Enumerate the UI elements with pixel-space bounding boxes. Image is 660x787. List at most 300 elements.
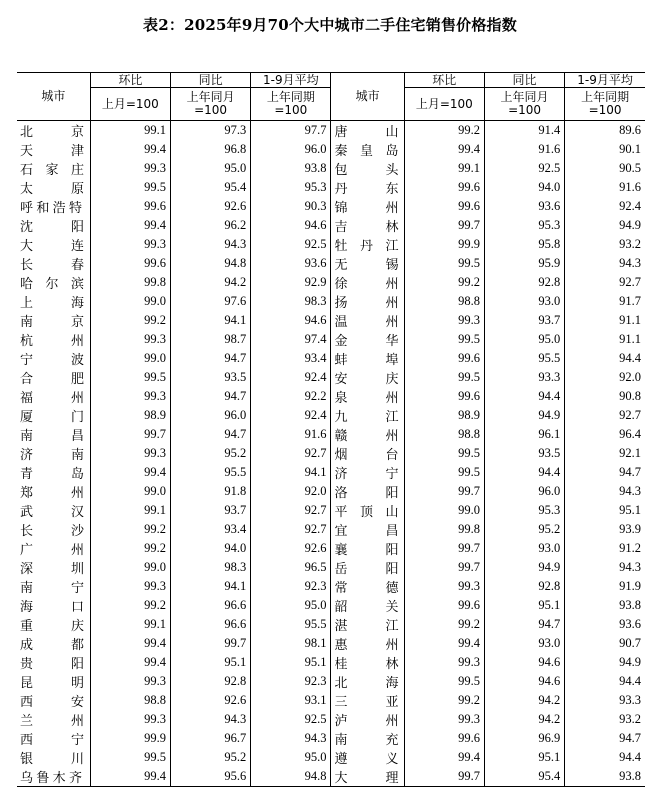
avg-value-right: 94.4	[565, 349, 645, 368]
city-name-text: 兰 州	[20, 714, 84, 729]
yoy-value-left: 94.7	[170, 349, 250, 368]
table-row	[17, 520, 645, 539]
avg-value-left: 94.6	[251, 311, 331, 330]
avg-value-right: 91.6	[565, 178, 645, 197]
yoy-value-left: 96.8	[170, 140, 250, 159]
mom-value-left: 99.5	[90, 368, 170, 387]
mom-value-left: 99.4	[90, 216, 170, 235]
city-name-right	[331, 387, 404, 406]
city-name-text: 遵 义	[334, 752, 399, 767]
yoy-value-left: 93.5	[170, 368, 250, 387]
avg-value-left: 95.3	[251, 178, 331, 197]
city-name-left	[17, 615, 90, 634]
yoy-value-left: 94.2	[170, 273, 250, 292]
city-name-left	[17, 159, 90, 178]
yoy-value-left: 94.7	[170, 425, 250, 444]
avg-value-left: 93.4	[251, 349, 331, 368]
city-name-left	[17, 767, 90, 787]
yoy-value-right: 92.8	[484, 577, 564, 596]
city-name-right	[331, 482, 404, 501]
city-name-right	[331, 273, 404, 292]
avg-value-left: 95.1	[251, 653, 331, 672]
city-name-text: 温 州	[334, 315, 399, 330]
mom-value-right: 99.1	[404, 159, 484, 178]
avg-value-left: 92.7	[251, 501, 331, 520]
city-name-left	[17, 254, 90, 273]
table-row	[17, 387, 645, 406]
city-name-text: 九 江	[334, 410, 399, 425]
mom-value-left: 99.3	[90, 710, 170, 729]
yoy-value-left: 96.0	[170, 406, 250, 425]
city-name-text: 重 庆	[20, 619, 84, 634]
yoy-value-right: 92.8	[484, 273, 564, 292]
city-name-text: 西 宁	[20, 733, 84, 748]
city-name-text: 泸 州	[334, 714, 399, 729]
yoy-value-right: 91.4	[484, 121, 564, 141]
city-name-text: 北 海	[334, 676, 399, 691]
table-row	[17, 121, 645, 141]
header-mom: 环比	[90, 73, 170, 88]
table-row	[17, 577, 645, 596]
city-name-text: 乌 鲁 木 齐	[20, 771, 82, 786]
city-name-text: 青 岛	[20, 467, 84, 482]
city-name-text: 南 充	[334, 733, 399, 748]
mom-value-left: 99.0	[90, 482, 170, 501]
city-name-right	[331, 539, 404, 558]
city-name-right	[331, 140, 404, 159]
mom-value-left: 99.2	[90, 596, 170, 615]
table-row	[17, 159, 645, 178]
yoy-value-left: 98.7	[170, 330, 250, 349]
yoy-value-right: 93.0	[484, 634, 564, 653]
mom-value-right: 99.6	[404, 349, 484, 368]
table-row	[17, 463, 645, 482]
avg-value-left: 92.4	[251, 368, 331, 387]
avg-value-right: 94.3	[565, 558, 645, 577]
mom-value-left: 99.5	[90, 748, 170, 767]
avg-value-left: 95.0	[251, 596, 331, 615]
mom-value-right: 99.6	[404, 387, 484, 406]
table-row	[17, 615, 645, 634]
mom-value-right: 99.3	[404, 710, 484, 729]
city-name-right	[331, 729, 404, 748]
avg-value-left: 94.3	[251, 729, 331, 748]
mom-value-right: 99.9	[404, 235, 484, 254]
city-name-left	[17, 653, 90, 672]
mom-value-right: 99.6	[404, 596, 484, 615]
city-name-text: 南 昌	[20, 429, 84, 444]
yoy-value-left: 95.2	[170, 748, 250, 767]
yoy-value-right: 95.1	[484, 596, 564, 615]
yoy-value-right: 95.3	[484, 216, 564, 235]
table-row	[17, 216, 645, 235]
city-name-left	[17, 235, 90, 254]
mom-value-right: 99.0	[404, 501, 484, 520]
mom-value-right: 99.2	[404, 615, 484, 634]
avg-value-right: 93.2	[565, 235, 645, 254]
city-name-left	[17, 425, 90, 444]
city-name-left	[17, 140, 90, 159]
avg-value-left: 93.1	[251, 691, 331, 710]
mom-value-right: 99.2	[404, 691, 484, 710]
yoy-value-right: 96.1	[484, 425, 564, 444]
yoy-value-left: 95.5	[170, 463, 250, 482]
yoy-value-right: 95.4	[484, 767, 564, 787]
city-name-right	[331, 748, 404, 767]
city-name-left	[17, 634, 90, 653]
mom-value-left: 99.0	[90, 349, 170, 368]
city-name-text: 丹 东	[334, 182, 399, 197]
header-avg-sub: 上年同期=100	[251, 88, 331, 121]
header-avg-sub-right: 上年同期=100	[565, 88, 645, 121]
avg-value-left: 98.1	[251, 634, 331, 653]
avg-value-left: 96.0	[251, 140, 331, 159]
city-name-left	[17, 444, 90, 463]
city-name-right	[331, 292, 404, 311]
city-name-left	[17, 178, 90, 197]
mom-value-left: 99.2	[90, 311, 170, 330]
city-name-right	[331, 558, 404, 577]
header-city-right: 城市	[331, 73, 404, 121]
yoy-value-right: 94.9	[484, 558, 564, 577]
table-row	[17, 634, 645, 653]
city-name-text: 宜 昌	[334, 524, 399, 539]
yoy-value-left: 98.3	[170, 558, 250, 577]
avg-value-right: 93.8	[565, 596, 645, 615]
avg-value-left: 93.8	[251, 159, 331, 178]
avg-value-right: 94.4	[565, 748, 645, 767]
table-row	[17, 501, 645, 520]
mom-value-right: 99.4	[404, 634, 484, 653]
city-name-left	[17, 406, 90, 425]
city-name-text: 南 宁	[20, 581, 84, 596]
city-name-text: 韶 关	[334, 600, 399, 615]
mom-value-left: 99.3	[90, 444, 170, 463]
yoy-value-left: 96.6	[170, 615, 250, 634]
city-name-left	[17, 368, 90, 387]
mom-value-left: 99.4	[90, 463, 170, 482]
yoy-value-right: 95.8	[484, 235, 564, 254]
avg-value-left: 92.5	[251, 235, 331, 254]
city-name-text: 贵 阳	[20, 657, 84, 672]
city-name-left	[17, 577, 90, 596]
city-name-text: 锦 州	[334, 201, 399, 216]
avg-value-right: 94.9	[565, 216, 645, 235]
yoy-value-left: 93.4	[170, 520, 250, 539]
city-name-text: 沈 阳	[20, 220, 84, 235]
avg-value-right: 90.1	[565, 140, 645, 159]
table-row	[17, 653, 645, 672]
yoy-value-right: 95.1	[484, 748, 564, 767]
yoy-value-left: 95.1	[170, 653, 250, 672]
avg-value-left: 95.5	[251, 615, 331, 634]
avg-value-left: 92.3	[251, 672, 331, 691]
yoy-value-right: 95.3	[484, 501, 564, 520]
city-name-left	[17, 387, 90, 406]
city-name-right	[331, 216, 404, 235]
city-name-text: 秦 皇 岛	[334, 144, 399, 159]
yoy-value-right: 93.7	[484, 311, 564, 330]
avg-value-right: 92.4	[565, 197, 645, 216]
avg-value-left: 97.4	[251, 330, 331, 349]
avg-value-right: 94.7	[565, 463, 645, 482]
avg-value-left: 92.4	[251, 406, 331, 425]
avg-value-right: 91.1	[565, 311, 645, 330]
city-name-left	[17, 501, 90, 520]
mom-value-right: 99.3	[404, 311, 484, 330]
city-name-right	[331, 653, 404, 672]
header-yoy-sub-right: 上年同月=100	[484, 88, 564, 121]
header-mom-sub: 上月=100	[90, 88, 170, 121]
yoy-value-right: 94.4	[484, 463, 564, 482]
avg-value-right: 94.7	[565, 729, 645, 748]
city-name-text: 大 理	[334, 771, 399, 786]
city-name-text: 呼 和 浩 特	[20, 201, 82, 216]
header-avg: 1-9月平均	[251, 73, 331, 88]
header-mom-sub-right: 上月=100	[404, 88, 484, 121]
city-name-text: 吉 林	[334, 220, 399, 235]
yoy-value-right: 94.6	[484, 653, 564, 672]
city-name-left	[17, 672, 90, 691]
city-name-text: 扬 州	[334, 296, 399, 311]
yoy-value-left: 95.0	[170, 159, 250, 178]
avg-value-right: 92.1	[565, 444, 645, 463]
city-name-right	[331, 615, 404, 634]
city-name-text: 湛 江	[334, 619, 399, 634]
avg-value-left: 94.8	[251, 767, 331, 787]
table-row	[17, 349, 645, 368]
city-name-text: 深 圳	[20, 562, 84, 577]
city-name-left	[17, 216, 90, 235]
city-name-text: 济 南	[20, 448, 84, 463]
avg-value-left: 92.6	[251, 539, 331, 558]
yoy-value-left: 92.6	[170, 691, 250, 710]
avg-value-right: 91.1	[565, 330, 645, 349]
avg-value-right: 91.9	[565, 577, 645, 596]
mom-value-right: 99.7	[404, 482, 484, 501]
city-name-right	[331, 159, 404, 178]
city-name-text: 无 锡	[334, 258, 399, 273]
mom-value-left: 99.6	[90, 254, 170, 273]
city-name-text: 厦 门	[20, 410, 84, 425]
city-name-left	[17, 197, 90, 216]
table-row	[17, 767, 645, 787]
avg-value-right: 93.9	[565, 520, 645, 539]
yoy-value-left: 97.3	[170, 121, 250, 141]
mom-value-right: 99.5	[404, 463, 484, 482]
city-name-right	[331, 710, 404, 729]
yoy-value-left: 94.1	[170, 311, 250, 330]
yoy-value-left: 99.7	[170, 634, 250, 653]
yoy-value-right: 93.5	[484, 444, 564, 463]
mom-value-right: 99.7	[404, 767, 484, 787]
city-name-text: 石 家 庄	[20, 163, 84, 178]
header-mom-right: 环比	[404, 73, 484, 88]
avg-value-left: 92.7	[251, 520, 331, 539]
avg-value-right: 89.6	[565, 121, 645, 141]
table-row	[17, 406, 645, 425]
yoy-value-right: 94.9	[484, 406, 564, 425]
city-name-text: 哈 尔 滨	[20, 277, 84, 292]
yoy-value-right: 95.9	[484, 254, 564, 273]
yoy-value-right: 93.0	[484, 292, 564, 311]
mom-value-right: 99.5	[404, 444, 484, 463]
city-name-text: 烟 台	[334, 448, 399, 463]
city-name-text: 大 连	[20, 239, 84, 254]
mom-value-left: 99.3	[90, 387, 170, 406]
city-name-right	[331, 691, 404, 710]
mom-value-left: 99.4	[90, 767, 170, 787]
city-name-text: 济 宁	[334, 467, 399, 482]
mom-value-right: 99.2	[404, 121, 484, 141]
city-name-left	[17, 729, 90, 748]
city-name-left	[17, 691, 90, 710]
mom-value-right: 98.8	[404, 425, 484, 444]
yoy-value-left: 94.7	[170, 387, 250, 406]
city-name-text: 西 安	[20, 695, 84, 710]
table-title: 表2：2025年9月70个大中城市二手住宅销售价格指数	[143, 16, 517, 34]
city-name-left	[17, 292, 90, 311]
city-name-right	[331, 311, 404, 330]
city-name-text: 郑 州	[20, 486, 84, 501]
city-name-left	[17, 520, 90, 539]
yoy-value-left: 91.8	[170, 482, 250, 501]
city-name-left	[17, 463, 90, 482]
city-name-text: 银 川	[20, 752, 84, 767]
header-yoy-right: 同比	[484, 73, 564, 88]
yoy-value-left: 94.0	[170, 539, 250, 558]
mom-value-right: 98.8	[404, 292, 484, 311]
table-row	[17, 235, 645, 254]
yoy-value-left: 96.7	[170, 729, 250, 748]
avg-value-right: 93.3	[565, 691, 645, 710]
yoy-value-right: 94.2	[484, 710, 564, 729]
avg-value-right: 95.1	[565, 501, 645, 520]
city-name-text: 唐 山	[334, 125, 399, 140]
city-name-right	[331, 501, 404, 520]
mom-value-right: 99.3	[404, 653, 484, 672]
city-name-left	[17, 539, 90, 558]
avg-value-left: 95.0	[251, 748, 331, 767]
city-name-left	[17, 330, 90, 349]
city-name-right	[331, 197, 404, 216]
yoy-value-left: 93.7	[170, 501, 250, 520]
city-name-right	[331, 444, 404, 463]
city-name-text: 上 海	[20, 296, 84, 311]
city-name-text: 宁 波	[20, 353, 84, 368]
yoy-value-left: 94.3	[170, 235, 250, 254]
city-name-left	[17, 748, 90, 767]
table-row	[17, 710, 645, 729]
avg-value-right: 96.4	[565, 425, 645, 444]
table-row	[17, 596, 645, 615]
avg-value-right: 92.7	[565, 406, 645, 425]
city-name-text: 岳 阳	[334, 562, 399, 577]
city-name-text: 太 原	[20, 182, 84, 197]
city-name-text: 常 德	[334, 581, 399, 596]
table-row	[17, 330, 645, 349]
avg-value-right: 94.9	[565, 653, 645, 672]
mom-value-left: 99.3	[90, 159, 170, 178]
city-name-left	[17, 349, 90, 368]
city-name-text: 海 口	[20, 600, 84, 615]
city-name-right	[331, 425, 404, 444]
yoy-value-left: 94.8	[170, 254, 250, 273]
avg-value-right: 93.2	[565, 710, 645, 729]
table-row	[17, 444, 645, 463]
mom-value-left: 99.4	[90, 140, 170, 159]
mom-value-right: 99.5	[404, 672, 484, 691]
mom-value-right: 99.5	[404, 368, 484, 387]
yoy-value-right: 94.4	[484, 387, 564, 406]
city-name-text: 襄 阳	[334, 543, 399, 558]
city-name-text: 金 华	[334, 334, 399, 349]
city-name-right	[331, 520, 404, 539]
city-name-text: 徐 州	[334, 277, 399, 292]
yoy-value-left: 97.6	[170, 292, 250, 311]
city-name-text: 平 顶 山	[334, 505, 399, 520]
mom-value-left: 99.3	[90, 330, 170, 349]
mom-value-right: 99.3	[404, 577, 484, 596]
mom-value-left: 99.0	[90, 292, 170, 311]
city-name-left	[17, 596, 90, 615]
city-name-text: 天 津	[20, 144, 84, 159]
mom-value-left: 99.4	[90, 634, 170, 653]
yoy-value-left: 94.3	[170, 710, 250, 729]
mom-value-left: 99.0	[90, 558, 170, 577]
city-name-right	[331, 672, 404, 691]
mom-value-right: 99.5	[404, 254, 484, 273]
city-name-right	[331, 767, 404, 787]
yoy-value-left: 95.2	[170, 444, 250, 463]
city-name-left	[17, 710, 90, 729]
avg-value-right: 94.3	[565, 254, 645, 273]
city-name-right	[331, 349, 404, 368]
mom-value-left: 99.1	[90, 501, 170, 520]
yoy-value-left: 94.1	[170, 577, 250, 596]
yoy-value-left: 92.8	[170, 672, 250, 691]
avg-value-left: 92.9	[251, 273, 331, 292]
table-row	[17, 368, 645, 387]
avg-value-left: 91.6	[251, 425, 331, 444]
city-name-text: 南 京	[20, 315, 84, 330]
mom-value-left: 99.9	[90, 729, 170, 748]
header-avg-right: 1-9月平均	[565, 73, 645, 88]
city-name-text: 武 汉	[20, 505, 84, 520]
city-name-right	[331, 178, 404, 197]
yoy-value-right: 95.0	[484, 330, 564, 349]
city-name-right	[331, 463, 404, 482]
mom-value-right: 99.2	[404, 273, 484, 292]
city-name-text: 桂 林	[334, 657, 399, 672]
mom-value-right: 99.6	[404, 197, 484, 216]
yoy-value-right: 93.6	[484, 197, 564, 216]
avg-value-right: 91.7	[565, 292, 645, 311]
yoy-value-right: 94.6	[484, 672, 564, 691]
table-row	[17, 558, 645, 577]
city-name-left	[17, 482, 90, 501]
table-row	[17, 140, 645, 159]
header-city: 城市	[17, 73, 90, 121]
mom-value-right: 99.8	[404, 520, 484, 539]
city-name-text: 洛 阳	[334, 486, 399, 501]
city-name-text: 安 庆	[334, 372, 399, 387]
city-name-text: 福 州	[20, 391, 84, 406]
avg-value-left: 96.5	[251, 558, 331, 577]
city-name-right	[331, 235, 404, 254]
city-name-right	[331, 406, 404, 425]
mom-value-right: 99.6	[404, 729, 484, 748]
